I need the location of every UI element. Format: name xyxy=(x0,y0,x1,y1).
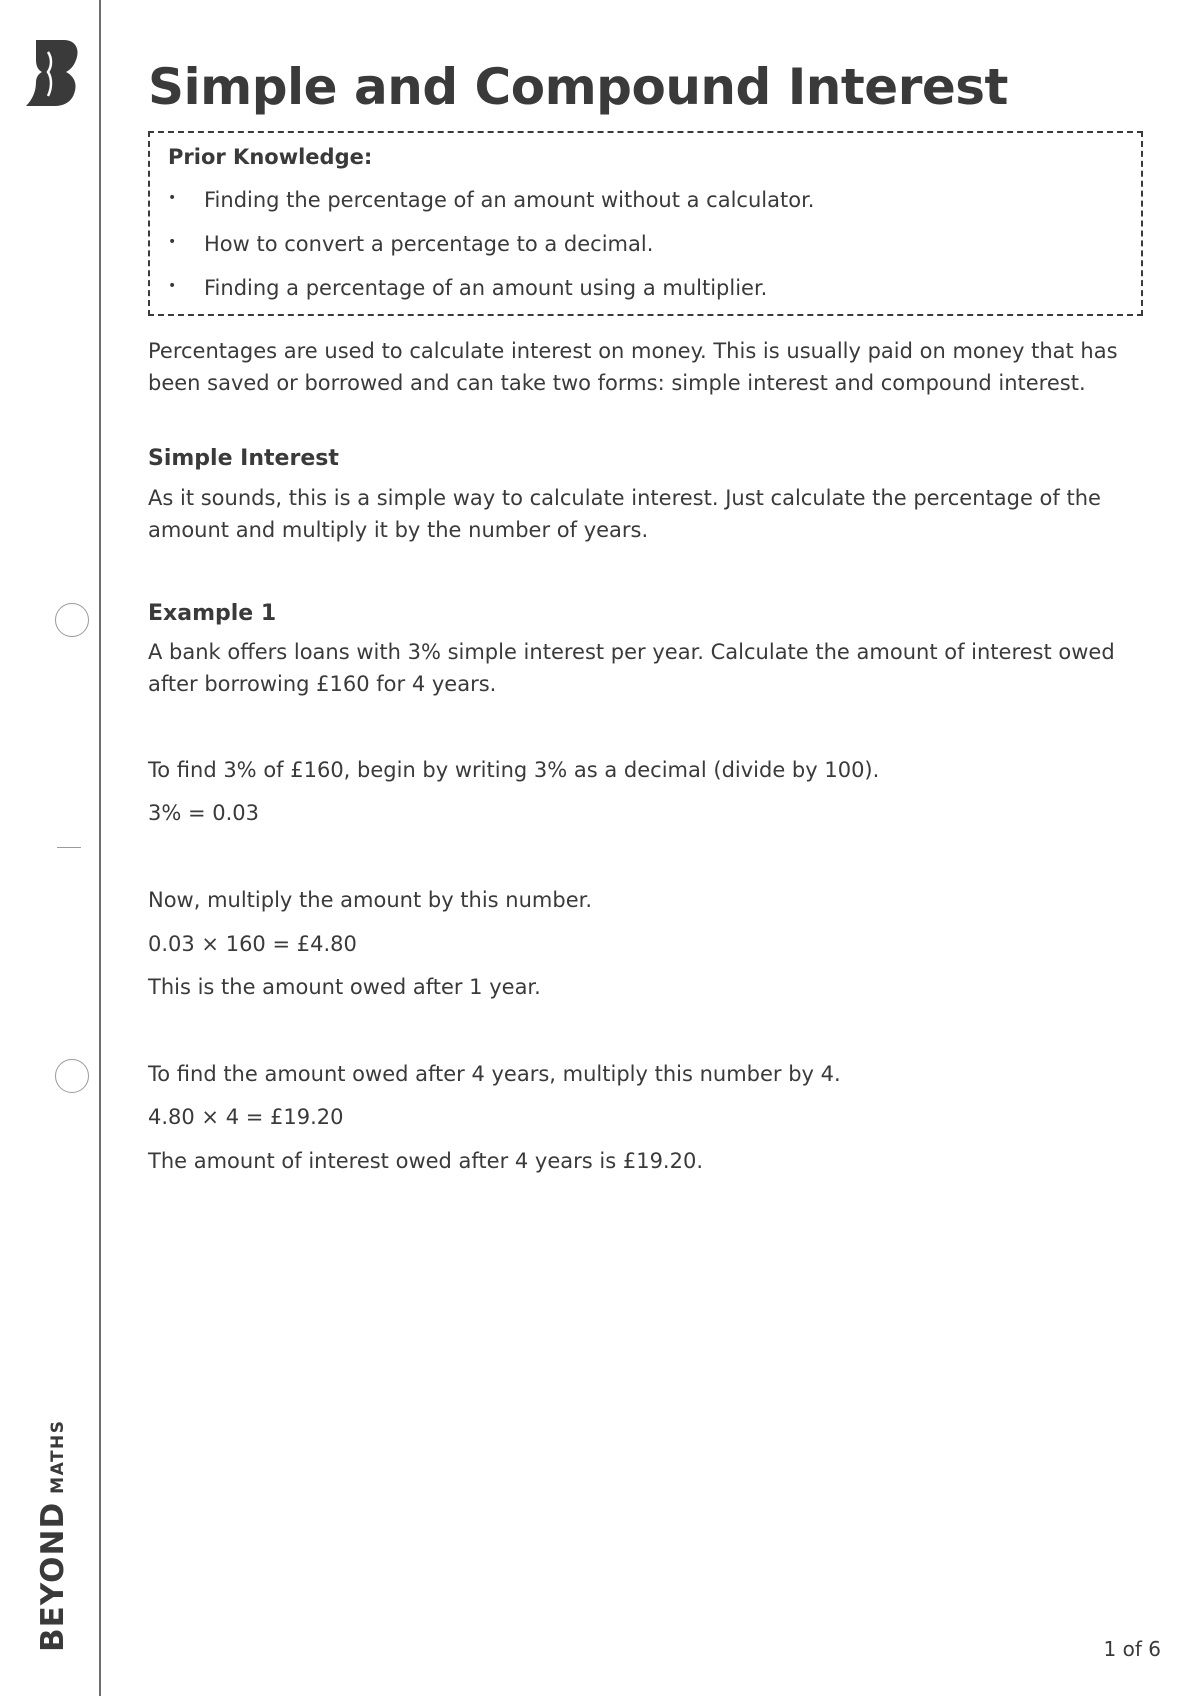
punch-hole-top xyxy=(55,603,89,637)
page-title: Simple and Compound Interest xyxy=(148,58,1008,116)
page-number: 1 of 6 xyxy=(1103,1637,1161,1661)
simple-interest-text: As it sounds, this is a simple way to calculate interest. Just calculate the percentage of the amount and multiply it by the number of years. xyxy=(148,486,1101,542)
bullet-icon: • xyxy=(168,234,177,250)
intro-paragraph: Percentages are used to calculate interest on money. This is usually paid on money that has been saved or borrowed and can take two forms: simple interest and compound interest. xyxy=(148,339,1118,395)
working-line: This is the amount owed after 1 year. xyxy=(148,975,541,999)
example-1-question: A bank offers loans with 3% simple interest per year. Calculate the amount of interest owed after borrowing £160 for 4 years. xyxy=(148,640,1115,696)
working-line: 3% = 0.03 xyxy=(148,801,260,825)
bullet-icon: • xyxy=(168,190,177,206)
prior-knowledge-heading: Prior Knowledge: xyxy=(168,145,373,169)
working-line: 4.80 × 4 = £19.20 xyxy=(148,1105,344,1129)
brand-beyond: BEYOND xyxy=(35,1501,71,1652)
working-line: To find the amount owed after 4 years, multiply this number by 4. xyxy=(148,1062,841,1086)
prior-knowledge-list xyxy=(168,188,814,320)
brand-maths: MATHS xyxy=(48,1419,68,1494)
working-line: The amount of interest owed after 4 years is £19.20. xyxy=(148,1149,704,1173)
prior-knowledge-box xyxy=(148,131,1143,316)
margin-rule xyxy=(99,0,101,1696)
bullet-icon: • xyxy=(168,278,177,294)
list-item: • Finding the percentage of an amount without a calculator. xyxy=(168,188,815,212)
working-line: To find 3% of £160, begin by writing 3% as a decimal (divide by 100). xyxy=(148,758,880,782)
punch-hole-bottom xyxy=(55,1059,89,1093)
list-item: • How to convert a percentage to a decimal. xyxy=(168,232,654,256)
working-line: Now, multiply the amount by this number. xyxy=(148,888,592,912)
working-line: 0.03 × 160 = £4.80 xyxy=(148,932,357,956)
brand-wordmark xyxy=(35,1419,71,1652)
fold-mark xyxy=(57,847,81,848)
simple-interest-heading: Simple Interest xyxy=(148,446,339,471)
example-1-heading: Example 1 xyxy=(148,601,277,626)
beyond-logo-icon xyxy=(26,38,80,108)
list-item: • Finding a percentage of an amount using a multiplier. xyxy=(168,276,768,300)
